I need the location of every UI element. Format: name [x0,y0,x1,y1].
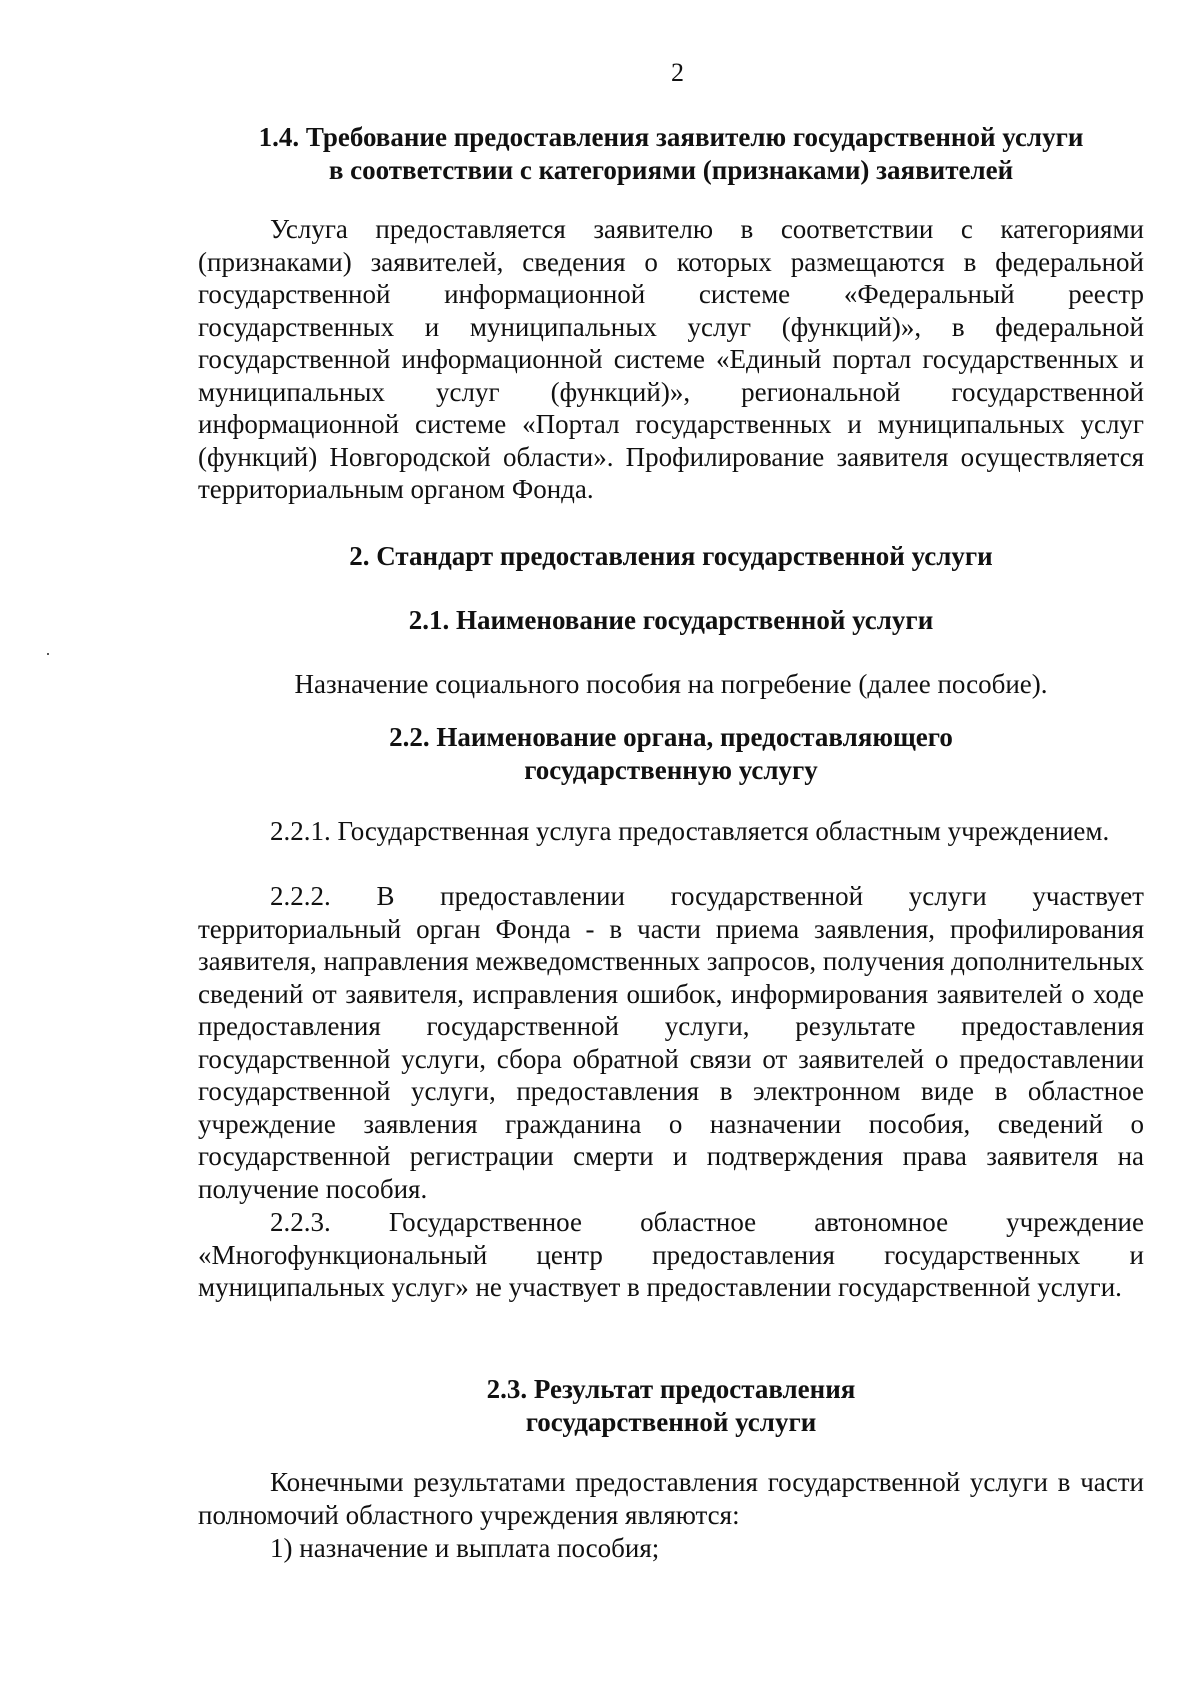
section-2-1-body: Назначение социального пособия на погребение (далее пособие). [294,669,1048,699]
section-1-4-title-line2: в соответствии с категориями (признаками) заявителей [328,155,1014,185]
section-2-2-title-line1: 2.2. Наименование органа, предоставляющего [389,722,953,752]
section-1-4-title [198,121,1144,187]
section-2-3-item-1: 1) назначение и выплата пособия; [270,1533,660,1563]
page-number: 2 [671,58,684,87]
section-2-3-title [198,1373,1144,1439]
section-1-4-title-line1: 1.4. Требование предоставления заявителю государственной услуги [258,122,1084,152]
section-2-2-2: 2.2.2. В предоставлении государственной услуги участвует территориальный орган Фонда - в части приема заявления, профилирования заявителя, направления межведомственных запросов, получения дополнительных сведений от заявителя, исправления ошибок, информирования заявителей о ходе предоставления государственной услуги, результате предоставления государственной услуги, сбора обратной связи от заявителей о предоставлении государственной услуги, предоставления в электронном виде в областное учреждение заявления гражданина о назначении пособия, сведений о государственной регистрации смерти и подтверждения права заявителя на получение пособия. [198,881,1144,1204]
section-2-title: 2. Стандарт предоставления государственной услуги [349,541,993,571]
section-2-3-title-line1: 2.3. Результат предоставления [486,1374,856,1404]
section-2-1-title: 2.1. Наименование государственной услуги [408,605,934,635]
scan-speck [47,653,49,655]
section-2-2-3: 2.2.3. Государственное областное автономное учреждение «Многофункциональный центр предоставления государственных и муниципальных услуг» не участвует в предоставлении государственной услуги. [198,1207,1144,1302]
section-2-2-title [198,721,1144,787]
section-2-3-intro: Конечными результатами предоставления государственной услуги в части полномочий областного учреждения являются: [198,1467,1144,1530]
section-1-4-body: Услуга предоставляется заявителю в соответствии с категориями (признаками) заявителей, сведения о которых размещаются в федеральной государственной информационной системе «Федеральный реестр государственных и муниципальных услуг (функций)», в федеральной государственной информационной системе «Единый портал государственных и муниципальных услуг (функций)», региональной государственной информационной системе «Портал государственных и муниципальных услуг (функций) Новгородской области». Профилирование заявителя осуществляется территориальным органом Фонда. [198,214,1144,504]
section-2-2-title-line2: государственную услугу [524,755,818,785]
section-2-2-1: 2.2.1. Государственная услуга предоставляется областным учреждением. [270,816,1110,846]
section-2-3-title-line2: государственной услуги [525,1407,817,1437]
